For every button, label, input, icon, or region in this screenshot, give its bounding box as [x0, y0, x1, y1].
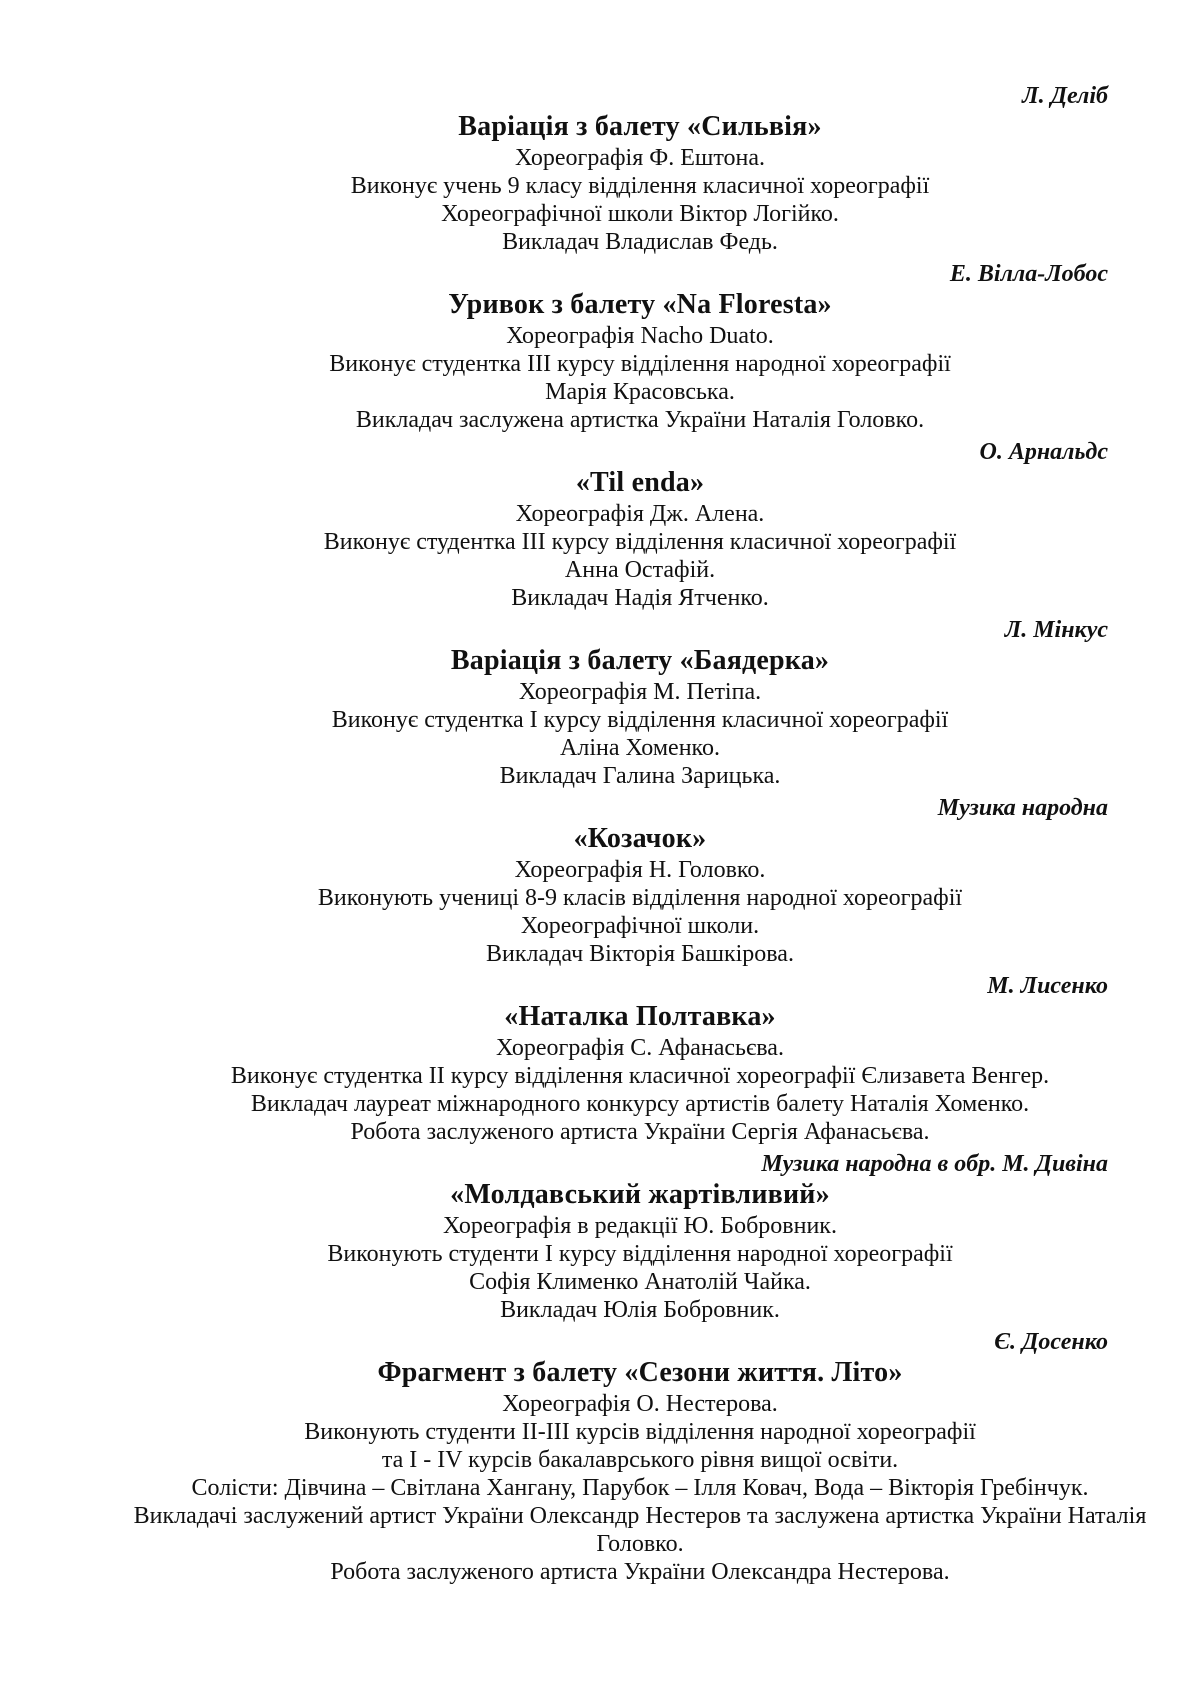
program-line: Хореографія С. Афанасьєва. — [496, 1035, 784, 1061]
program-line: Марія Красовська. — [545, 379, 735, 405]
piece-title: «Молдавський жартівливий» — [450, 1179, 830, 1210]
program-item — [110, 616, 1170, 790]
program-item — [110, 972, 1170, 1146]
piece-title: Варіація з балету «Баядерка» — [450, 645, 830, 676]
program-line: Викладач заслужена артистка України Наталія Головко. — [355, 407, 925, 433]
program-line: Анна Остафій. — [564, 557, 716, 583]
program-line: Хореографічної школи Віктор Логійко. — [441, 201, 839, 227]
program-line: Солісти: Дівчина – Світлана Хангану, Парубок – Ілля Ковач, Вода – Вікторія Гребінчук. — [191, 1475, 1089, 1501]
program-line: Виконує студентка III курсу відділення народної хореографії — [329, 351, 951, 377]
program-line: Виконують учениці 8-9 класів відділення народної хореографії — [317, 885, 963, 911]
piece-title: «Til enda» — [575, 467, 705, 498]
program-line: Викладач Вікторія Башкірова. — [486, 941, 794, 967]
composer-name: М. Лисенко — [987, 973, 1108, 999]
program-line: Хореографія Nacho Duato. — [506, 323, 774, 349]
program-line: Викладач Владислав Федь. — [502, 229, 778, 255]
program-line: Софія Клименко Анатолій Чайка. — [469, 1269, 811, 1295]
program-item — [110, 438, 1170, 612]
piece-title: Варіація з балету «Сильвія» — [458, 111, 822, 142]
program-line: Хореографічної школи. — [520, 913, 760, 939]
program-line: Хореографія Дж. Алена. — [515, 501, 765, 527]
piece-title: «Наталка Полтавка» — [504, 1001, 776, 1032]
program-item — [110, 82, 1170, 256]
piece-title: Фрагмент з балету «Сезони життя. Літо» — [377, 1357, 903, 1388]
program-line: Робота заслуженого артиста України Сергія Афанасьєва. — [350, 1119, 930, 1145]
program-item — [110, 260, 1170, 434]
program-line: Виконує учень 9 класу відділення класичної хореографії — [350, 173, 930, 199]
program-item — [110, 1328, 1170, 1586]
piece-title: «Козачок» — [573, 823, 707, 854]
program-line: Виконують студенти II-III курсів відділення народної хореографії — [304, 1419, 976, 1445]
program-line: Виконує студентка III курсу відділення класичної хореографії — [323, 529, 957, 555]
program-item — [110, 1150, 1170, 1324]
program-item — [110, 794, 1170, 968]
program-line: Викладач Надія Ятченко. — [511, 585, 769, 611]
program-line: Викладач Юлія Бобровник. — [500, 1297, 780, 1323]
program-line: Хореографія Н. Головко. — [514, 857, 766, 883]
program-line: Хореографія в редакції Ю. Бобровник. — [443, 1213, 837, 1239]
program-list — [110, 82, 1170, 1586]
program-line: Виконує студентка I курсу відділення класичної хореографії — [331, 707, 949, 733]
program-line: Виконує студентка II курсу відділення класичної хореографії Єлизавета Венгер. — [230, 1063, 1050, 1089]
program-line: Викладач Галина Зарицька. — [499, 763, 781, 789]
composer-name: Е. Вілла-Лобос — [949, 261, 1108, 287]
composer-name: Л. Деліб — [1022, 83, 1108, 109]
program-line: Хореографія М. Петіпа. — [518, 679, 762, 705]
program-line: Викладач лауреат міжнародного конкурсу артистів балету Наталія Хоменко. — [250, 1091, 1030, 1117]
composer-name: Музика народна в обр. М. Дивіна — [761, 1151, 1108, 1177]
composer-name: Музика народна — [937, 795, 1108, 821]
program-line: Аліна Хоменко. — [560, 735, 720, 761]
composer-name: Є. Досенко — [994, 1329, 1108, 1355]
program-line: Виконують студенти I курсу відділення народної хореографії — [327, 1241, 953, 1267]
program-page — [110, 78, 1170, 1586]
program-line: Хореографія О. Нестерова. — [502, 1391, 778, 1417]
composer-name: Л. Мінкус — [1004, 617, 1108, 643]
program-line: Викладачі заслужений артист України Олександр Нестеров та заслужена артистка України Наталія Головко. — [133, 1503, 1147, 1557]
program-line: Робота заслуженого артиста України Олександра Нестерова. — [330, 1559, 950, 1585]
program-line: та I - IV курсів бакалаврського рівня вищої освіти. — [381, 1447, 899, 1473]
piece-title: Уривок з балету «Na Floresta» — [448, 289, 832, 320]
program-line: Хореографія Ф. Ештона. — [515, 145, 765, 171]
composer-name: О. Арнальдс — [979, 439, 1108, 465]
